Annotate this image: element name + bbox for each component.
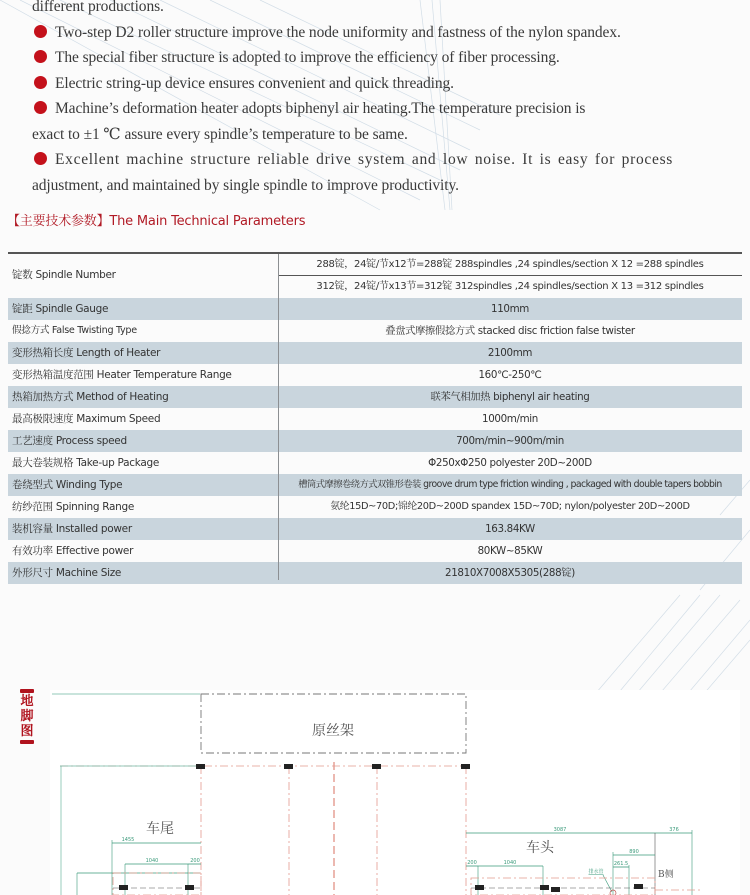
table-row [8,320,742,342]
dim-head-261: 261.5 [613,861,629,867]
bullet-dot-icon [34,76,47,89]
row-value: 163.84KW [485,523,535,535]
feature-text: Excellent machine structure reliable drive system and low noise. It is easy for process [55,151,674,168]
row-value: Φ250xΦ250 polyester 20D~200D [428,457,592,469]
feature-item [32,45,732,71]
row-value: 1000m/min [482,413,538,425]
anchor-block [196,764,205,769]
anchor-block [461,764,470,769]
tag-char: 脚 [20,709,34,724]
head-label: 车头 [526,840,554,856]
row-label: 最大卷装规格 Take-up Package [12,457,159,469]
table-row [8,430,742,452]
row-value: 21810X7008X5305(288锭) [445,567,575,579]
row-label: 变形热箱长度 Length of Heater [12,347,161,359]
row-label: 热箱加热方式 Method of Heating [12,391,169,403]
dim-head-200: 200 [467,860,477,866]
anchor-block [634,884,643,889]
bullet-dot-icon [34,50,47,63]
anchor-block [540,885,549,890]
creel-label: 原丝架 [312,723,354,739]
feature-continuation: adjustment, and maintained by single spindle to improve productivity. [32,176,459,194]
anchor-block [284,764,293,769]
feature-item [32,20,732,46]
feature-text: Two-step D2 roller structure improve the node uniformity and fastness of the nylon spandex. [55,23,621,41]
feature-text: Electric string-up device ensures convenient and quick threading. [55,74,454,92]
row-value: 160℃-250℃ [478,369,542,381]
bullet-dot-icon [34,101,47,114]
table-row [8,518,742,540]
anchor-block [372,764,381,769]
row-label: 变形热箱温度范围 Heater Temperature Range [12,369,232,381]
bullet-dot-icon [34,152,47,165]
row-label: 纺纱范围 Spinning Range [12,501,135,513]
dim-head-1040: 1040 [503,860,517,866]
table-row [8,364,742,386]
row-value: 联苯气相加热 biphenyl air heating [430,391,590,403]
table-row [8,540,742,562]
row-value: 288锭，24锭/节x12节=288锭 288spindles ,24 spindles/section X 12 =288 spindles [316,259,704,270]
tag-char: 图 [20,724,34,739]
feature-list [32,0,732,198]
dim-tail-200: 200 [190,858,200,864]
tail-label: 车尾 [146,821,174,837]
row-label: 外形尺寸 Machine Size [12,567,122,579]
row-value: 700m/min~900m/min [456,435,564,447]
feature-item [32,71,732,97]
feature-text: Machine’s deformation heater adopts biphenyl air heating.The temperature precision is [55,100,586,117]
anchor-block [185,885,194,890]
dim-head-total: 3087 [553,827,567,833]
side-label: B侧 [658,870,674,880]
feature-intro-tail: different productions. [32,0,164,15]
feature-item [32,96,732,122]
floor-plan-diagram [0,680,750,895]
anchor-block [119,885,128,890]
table-row [8,496,742,518]
row-label: 最高极限速度 Maximum Speed [12,413,161,425]
tag-char: 地 [20,694,34,709]
row-label: 工艺速度 Process speed [12,435,127,447]
row-value: 312锭，24锭/节x13节=312锭 312spindles ,24 spindles/section X 13 =312 spindles [316,281,704,292]
table-row [8,474,742,496]
table-row-spindle-number [8,254,742,297]
bullet-dot-icon [34,25,47,38]
dim-head-890: 890 [629,849,639,855]
dim-tail-1040: 1040 [145,858,159,864]
row-value: 槽筒式摩擦卷绕方式双锥形卷装 groove drum type friction winding , packaged with double tapers bobbin [298,479,722,490]
anchor-block [551,887,560,892]
row-label: 有效功率 Effective power [12,545,134,557]
row-value: 110mm [491,303,529,315]
row-value: 叠盘式摩擦假捻方式 stacked disc friction false twister [385,325,635,337]
row-label: 锭数 Spindle Number [12,269,116,281]
feature-item [32,147,732,173]
dim-head-right: 376 [669,827,679,833]
row-label: 卷绕型式 Winding Type [12,479,123,491]
anchor-block [475,885,484,890]
feature-text: The special fiber structure is adopted to improve the efficiency of fiber processing. [55,49,560,66]
feature-continuation: exact to ±1 ℃ assure every spindle’s temperature to be same. [32,125,408,143]
table-column-divider [278,254,279,580]
drain-pipe-note: 排水管 [588,869,604,875]
dim-tail-top: 1455 [121,837,135,843]
table-row [8,298,742,320]
row-label: 锭距 Spindle Gauge [12,303,109,315]
table-row [8,562,742,584]
table-row [8,386,742,408]
table-row [8,408,742,430]
row-label: 装机容量 Installed power [12,523,132,535]
table-row [8,342,742,364]
row-value: 2100mm [487,347,533,359]
row-value: 80KW~85KW [477,545,543,557]
row-value: 氨纶15D~70D;锦纶20D~200D spandex 15D~70D; nylon/polyester 20D~200D [330,501,690,512]
table-row [8,452,742,474]
row-label: 假捻方式 False Twisting Type [12,325,137,336]
section-title-main-parameters: 【主要技术参数】The Main Technical Parameters [7,214,306,229]
